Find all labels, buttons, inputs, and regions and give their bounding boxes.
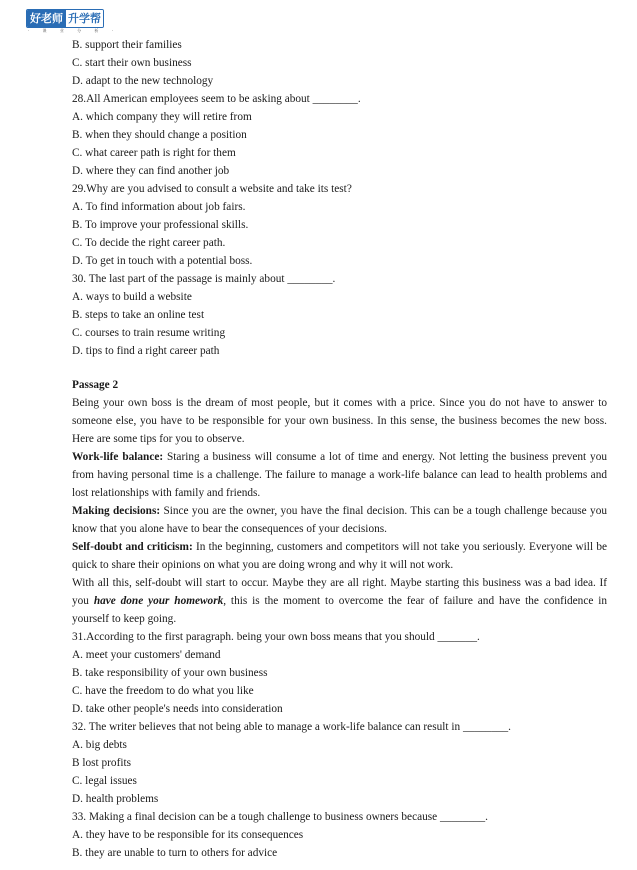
q29-stem: 29.Why are you advised to consult a website and take its test? [72, 183, 352, 195]
q33-stem: 33. Making a final decision can be a tough challenge to business owners because ________. [72, 811, 488, 823]
q29-option-c: C. To decide the right career path. [72, 237, 226, 249]
q33-option-b: B. they are unable to turn to others for advice [72, 847, 278, 859]
q31-option-d: D. take other people's needs into consideration [72, 703, 283, 715]
q30-option-b: B. steps to take an online test [72, 309, 205, 321]
q27-option-b: B. support their families [72, 39, 182, 51]
worklife-paragraph [72, 448, 607, 502]
passage-intro: Being your own boss is the dream of most people, but it comes with a price. Since you do not have to answer to someone else, you have to be responsible for your own business. In this sense, the business becomes the new boss. Here are some tips for you to observe. [72, 397, 607, 445]
q31-option-c: C. have the freedom to do what you like [72, 685, 254, 697]
brand-logo [26, 9, 119, 36]
q33-option-a: A. they have to be responsible for its consequences [72, 829, 304, 841]
decisions-body: Since you are the owner, you have the final decision. This can be a tough challenge because you know that you alone have to bear the consequences of your decisions. [72, 505, 608, 535]
q28-option-a: A. which company they will retire from [72, 111, 252, 123]
q28-option-c: C. what career path is right for them [72, 147, 236, 159]
selfdoubt-body: In the beginning, customers and competitors will not take you seriously. Everyone will be quick to share their opinions on what you are doing wrong and why it will not work. [72, 541, 607, 571]
passage-title: Passage 2 [72, 379, 119, 391]
decisions-paragraph [72, 502, 607, 538]
decisions-heading: Making decisions: [72, 505, 161, 517]
q30-option-a: A. ways to build a website [72, 291, 192, 303]
section-gap [72, 360, 607, 376]
q28-stem: 28.All American employees seem to be asking about ________. [72, 93, 361, 105]
q27-option-c: C. start their own business [72, 57, 192, 69]
brand-right: 升学帮 [68, 12, 101, 25]
brand-left: 好老师 [27, 10, 66, 27]
q30-option-d: D. tips to find a right career path [72, 345, 220, 357]
q32-option-d: D. health problems [72, 793, 159, 805]
closing-paragraph [72, 574, 607, 628]
closing-text-b: , this is the moment to overcome the fear of failure and have the confidence in yourself to keep going. [72, 595, 607, 625]
q32-option-c: C. legal issues [72, 775, 137, 787]
selfdoubt-paragraph [72, 538, 607, 574]
closing-emphasis: have done your homework [93, 595, 224, 607]
q27-option-d: D. adapt to the new technology [72, 75, 214, 87]
q32-option-b: B lost profits [72, 757, 131, 769]
q32-stem: 32. The writer believes that not being able to manage a work-life balance can result in ________. [72, 721, 511, 733]
closing-text-a: With all this, self-doubt will start to occur. Maybe they are all right. Maybe starting this business was a bad idea. If you [72, 577, 607, 607]
q30-stem: 30. The last part of the passage is mainly about ________. [72, 273, 336, 285]
q29-option-b: B. To improve your professional skills. [72, 219, 249, 231]
q31-stem: 31.According to the first paragraph. being your own boss means that you should _______. [72, 631, 480, 643]
q31-option-a: A. meet your customers' demand [72, 649, 221, 661]
q30-option-c: C. courses to train resume writing [72, 327, 226, 339]
q29-option-d: D. To get in touch with a potential boss. [72, 255, 253, 267]
q32-option-a: A. big debts [72, 739, 127, 751]
q29-option-a: A. To find information about job fairs. [72, 201, 246, 213]
q28-option-d: D. where they can find another job [72, 165, 230, 177]
exam-content [72, 36, 607, 862]
q31-option-b: B. take responsibility of your own business [72, 667, 268, 679]
brand-logo-box [26, 9, 104, 28]
worklife-body: Staring a business will consume a lot of time and energy. Not letting the business prevent you from having personal time is a challenge. The failure to manage a work-life balance can lead to health problems and lost relationships with family and friends. [72, 451, 607, 499]
worklife-heading: Work-life balance: [72, 451, 164, 463]
brand-tagline: · 课 业 分 析 · [28, 28, 119, 33]
selfdoubt-heading: Self-doubt and criticism: [72, 541, 193, 553]
q28-option-b: B. when they should change a position [72, 129, 247, 141]
